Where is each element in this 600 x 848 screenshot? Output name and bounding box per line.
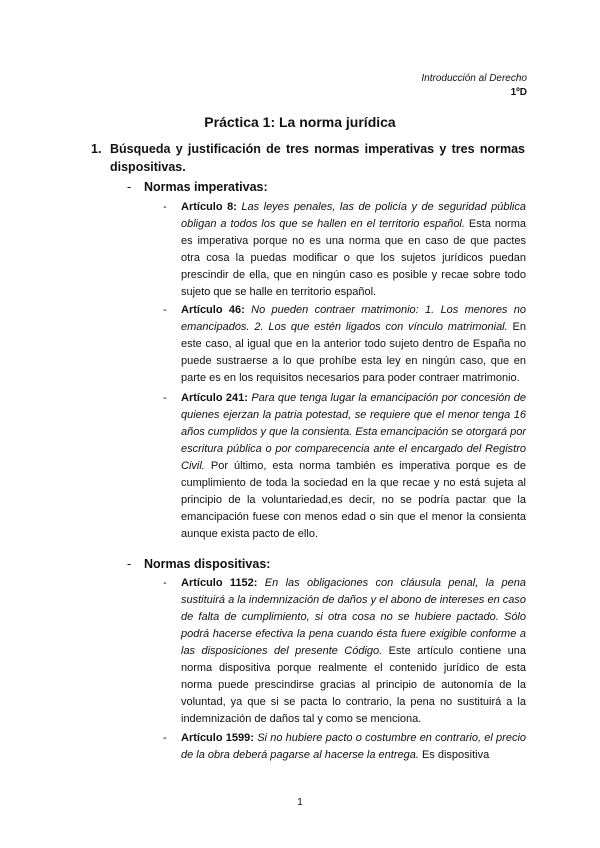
section-dash: - — [127, 557, 132, 571]
question-text: Búsqueda y justificación de tres normas imperativas y tres normas dispositivas. — [110, 142, 525, 174]
list-bullet: - — [163, 201, 167, 213]
page-header — [421, 72, 527, 100]
page-title: Práctica 1: La norma jurídica — [204, 114, 396, 130]
article-comment: Es dispositiva — [421, 749, 490, 761]
article-item — [163, 575, 526, 728]
article-quote: En las obligaciones con cláusula penal, la pena sustituirá a la indemnización de daños y el abono de intereses en caso de falta de cumplimiento, si otra cosa no se hubiere pactado. Sólo podrá hacerse efectiva la pena cuando ésta fuere exigible conforme a las disposiciones del presente Código. — [181, 577, 526, 657]
article-comment: Este artículo contiene una norma dispositiva porque realmente el contenido jurídico de esta norma puede prescindirse gracias al principio de autonomía de la voluntad, ya que si se pacta lo contrario, la pena no sustituirá a la indemnización de daños tal y como se menciona. — [181, 645, 526, 725]
list-bullet: - — [163, 577, 167, 589]
section-label: Normas imperativas: — [144, 180, 268, 194]
question — [93, 140, 525, 176]
course-name: Introducción al Derecho — [421, 73, 527, 84]
article-comment: En este caso, al igual que en la anterior todo sujeto dentro de España no puede sustraerse a lo que prohíbe esta ley en ningún caso, que en parte es en los requisitos necesarios para poder contraer matrimonio. — [181, 321, 526, 384]
list-bullet: - — [163, 392, 167, 404]
section-label: Normas dispositivas: — [144, 557, 271, 571]
article-quote: Para que tenga lugar la emancipación por concesión de quienes ejerzan la patria potestad, se requiere que el menor tenga 16 años cumplidos y que la consienta. Esta emancipación se otorgará por escritura pública o por comparecencia ante el encargado del Registro Civil. — [181, 392, 526, 472]
article-quote: No pueden contraer matrimonio: 1. Los menores no emancipados. 2. Los que estén ligados con vínculo matrimonial. — [181, 304, 527, 333]
group-label: 1ºD — [510, 87, 527, 98]
question-number: 1. — [91, 142, 102, 156]
article-number: Artículo 1152: — [181, 577, 258, 589]
list-bullet: - — [163, 732, 167, 744]
article-item — [163, 730, 527, 764]
article-number: Artículo 241: — [181, 392, 248, 404]
list-bullet: - — [163, 304, 167, 316]
section-dash: - — [127, 180, 132, 194]
page-number: 1 — [297, 797, 303, 808]
article-item — [163, 302, 527, 387]
article-quote: Si no hubiere pacto o costumbre en contrario, el precio de la obra deberá pagarse al hacerse la entrega. — [181, 732, 527, 761]
article-number: Artículo 8: — [181, 201, 237, 213]
article-item — [163, 390, 526, 543]
article-item — [163, 199, 526, 301]
article-comment: Esta norma es imperativa porque no es una norma que en caso de que pactes otra cosa la puedas modificar o que los sujetos jurídicos puedan prescindir de ella, que en ningún caso es posible y recae sobre todo sujeto que se halle en territorio español. — [181, 218, 526, 298]
article-number: Artículo 1599: — [181, 732, 254, 744]
article-comment: Por último, esta norma también es imperativa porque es de cumplimiento de toda la sociedad en la que recae y no está sujeta al principio de la voluntariedad,es decir, no se podría pactar que la emancipación fuese con menos edad o sin que el menor la consienta aunque exista pacto de ello. — [181, 460, 526, 540]
article-number: Artículo 46: — [181, 304, 245, 316]
article-quote: Las leyes penales, las de policía y de seguridad pública obligan a todos los que se hallen en el territorio español. — [181, 201, 526, 230]
